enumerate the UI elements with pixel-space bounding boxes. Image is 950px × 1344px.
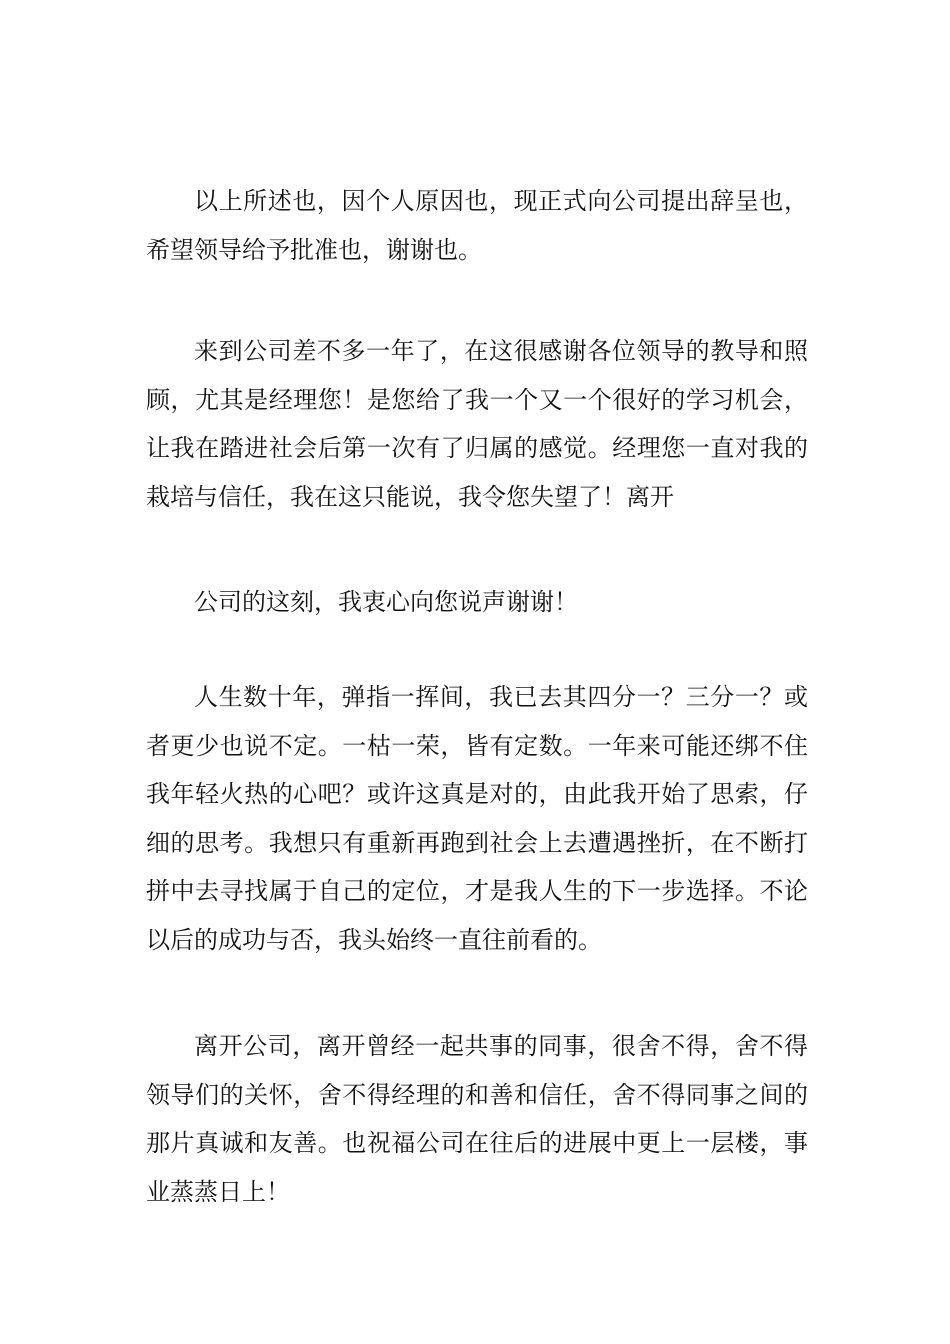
paragraph-farewell: 离开公司，离开曾经一起共事的同事，很舍不得，舍不得领导们的关怀，舍不得经理的和善和信任，舍不得同事之间的那片真诚和友善。也祝福公司在往后的进展中更上一层楼，事业蒸蒸日上！ bbox=[146, 1032, 808, 1206]
paragraph-gratitude: 来到公司差不多一年了，在这很感谢各位领导的教导和照顾，尤其是经理您！是您给了我一个又一个很好的学习机会，让我在踏进社会后第一次有了归属的感觉。经理您一直对我的栽培与信任，我在这只能说，我令您失望了！离开 bbox=[146, 337, 808, 511]
paragraph-thanks: 公司的这刻，我衷心向您说声谢谢！ bbox=[194, 588, 578, 616]
paragraph-resignation-request: 以上所述也，因个人原因也，现正式向公司提出辞呈也，希望领导给予批准也，谢谢也。 bbox=[146, 187, 808, 264]
paragraph-reflection: 人生数十年，弹指一挥间，我已去其四分一？三分一？或者更少也说不定。一枯一荣，皆有定数。一年来可能还绑不住我年轻火热的心吧？或许这真是对的，由此我开始了思索，仔细的思考。我想只有重新再跑到社会上去遭遇挫折，在不断打拼中去寻找属于自己的定位，才是我人生的下一步选择。不论以后的成功与否，我头始终一直往前看的。 bbox=[146, 683, 808, 954]
